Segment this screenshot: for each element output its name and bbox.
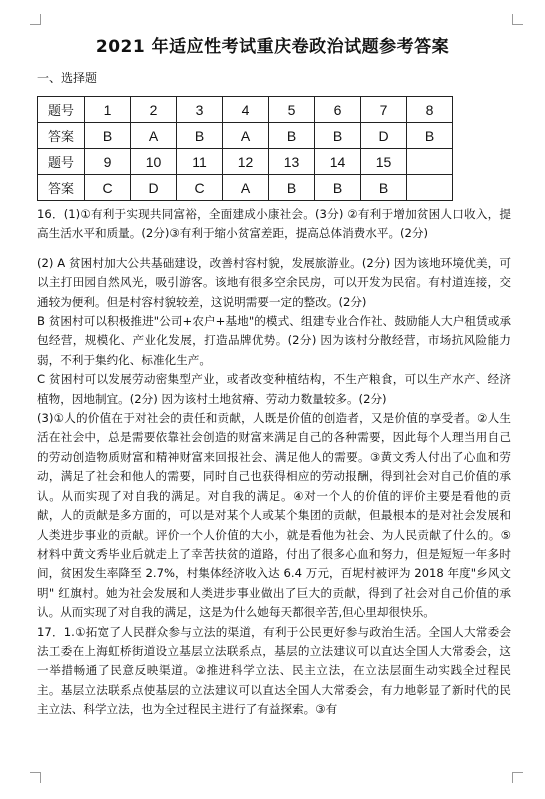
table-cell: 3 (177, 97, 223, 123)
table-cell: 2 (131, 97, 177, 123)
row-label: 题号 (38, 149, 85, 175)
table-cell: B (177, 123, 223, 149)
answer-16-3: (3)①人的价值在于对社会的责任和贡献，人既是价值的创造者，又是价值的享受者。②人生活在社会中，总是需要依靠社会创造的财富来满足自己的各种需要，因此每个人理当用自己的劳动创造物质财富和精神财富来回报社会、满足他人的需要。③黄文秀人付出了心血和劳动，满足了社会和他人的需要，同时自己也获得相应的劳动报酬，得到社会对自己价值的承认。从而实现了对自我的满足。对自我的满足。④对一个人的价值的评价主要是看他的贡献，人的贡献是多方面的，可以是对某个人或某个集团的贡献，但最根本的是对社会发展和人类进步事业的贡献。评价一个人价值的大小，就是看他为社会、为人民贡献了什么的。⑤材料中黄文秀毕业后就走上了幸苦扶贫的道路，付出了很多心血和努力，但是短短一年多时间，贫困发生率降至 2.7%，村集体经济收入达 6.4 万元，百坭村被评为 2018 年度"乡风文明" 红旗村。她为社会发展和人类进步事业做出了巨大的贡献，得到了社会对自己价值的承认。从而实现了对自我的满足，这是为什么她每天都很辛苦,但心里却很快乐。 (37, 411, 511, 620)
table-cell: A (223, 175, 269, 201)
corner-mark-top-right (512, 14, 523, 25)
table-cell: D (131, 175, 177, 201)
table-cell (407, 175, 453, 201)
table-cell: 7 (361, 97, 407, 123)
corner-mark-bottom-right (512, 772, 523, 783)
table-cell: A (131, 123, 177, 149)
table-cell: C (85, 175, 131, 201)
section-heading: 一、选择题 (37, 71, 98, 85)
answer-16-2-a: (2) A 贫困村加大公共基础建设，改善村容村貌，发展旅游业。(2分) 因为该地环境优美，可以主打田园自然风光，吸引游客。该地有很多空余民房，可以开发为民宿。有村道连接，交通较为便利。但是村容村貌较差，这说明需要一定的整改。(2分) (37, 255, 511, 309)
answer-body (37, 205, 511, 720)
answer-17-1: 17．1.①拓宽了人民群众参与立法的渠道，有利于公民更好参与政治生活。全国人大常委会法工委在上海虹桥街道设立基层立法联系点，基层的立法建议可以直达全国人大常委会，这一举措畅通了民意反映渠道。②推进科学立法、民主立法，在立法层面生动实践全过程民主。基层立法联系点使基层的立法建议可以直达全国人大常委会，有力地彰显了新时代的民主立法、科学立法，也为全过程民主进行了有益探索。③有 (37, 624, 511, 717)
table-row (38, 175, 453, 201)
table-cell: 12 (223, 149, 269, 175)
answer-16-2-b: B 贫困村可以积极推进"公司+农户+基地"的模式、组建专业合作社、鼓励能人大户租赁或承包经营，规模化、产业化发展，打造品牌优势。(2分) 因为该村分散经营，市场抗风险能力弱，不利于集约化、标准化生产。 (37, 314, 511, 367)
table-cell: 9 (85, 149, 131, 175)
table-cell: 14 (315, 149, 361, 175)
table-cell: B (85, 123, 131, 149)
table-cell: B (269, 123, 315, 149)
row-label: 答案 (38, 123, 85, 149)
table-row (38, 123, 453, 149)
table-cell: B (361, 175, 407, 201)
table-cell: 1 (85, 97, 131, 123)
answer-table (37, 96, 453, 201)
table-cell: 11 (177, 149, 223, 175)
table-cell: 6 (315, 97, 361, 123)
table-cell (407, 149, 453, 175)
table-cell: 10 (131, 149, 177, 175)
table-cell: B (407, 123, 453, 149)
corner-mark-top-left (30, 14, 41, 25)
table-row (38, 97, 453, 123)
page-title: 2021 年适应性考试重庆卷政治试题参考答案 (95, 37, 450, 57)
table-cell: D (361, 123, 407, 149)
table-cell: A (223, 123, 269, 149)
answer-16-2-c: C 贫困村可以发展劳动密集型产业，或者改变种植结构，不生产粮食，可以生产水产、经济植物，因地制宜。(2分) 因为该村土地贫瘠、劳动力数量较多。(2分) (37, 372, 511, 406)
table-cell: 8 (407, 97, 453, 123)
table-cell: B (269, 175, 315, 201)
corner-mark-bottom-left (30, 772, 41, 783)
table-cell: B (315, 123, 361, 149)
table-cell: 13 (269, 149, 315, 175)
table-cell: C (177, 175, 223, 201)
row-label: 答案 (38, 175, 85, 201)
table-row (38, 149, 453, 175)
table-cell: B (315, 175, 361, 201)
table-cell: 4 (223, 97, 269, 123)
table-cell: 15 (361, 149, 407, 175)
answer-16-1: 16．(1)①有利于实现共同富裕，全面建成小康社会。(3分) ②有利于增加贫困人口收入，提高生活水平和质量。(2分)③有利于缩小贫富差距，提高总体消费水平。(2分) (37, 207, 511, 241)
table-cell: 5 (269, 97, 315, 123)
row-label: 题号 (38, 97, 85, 123)
